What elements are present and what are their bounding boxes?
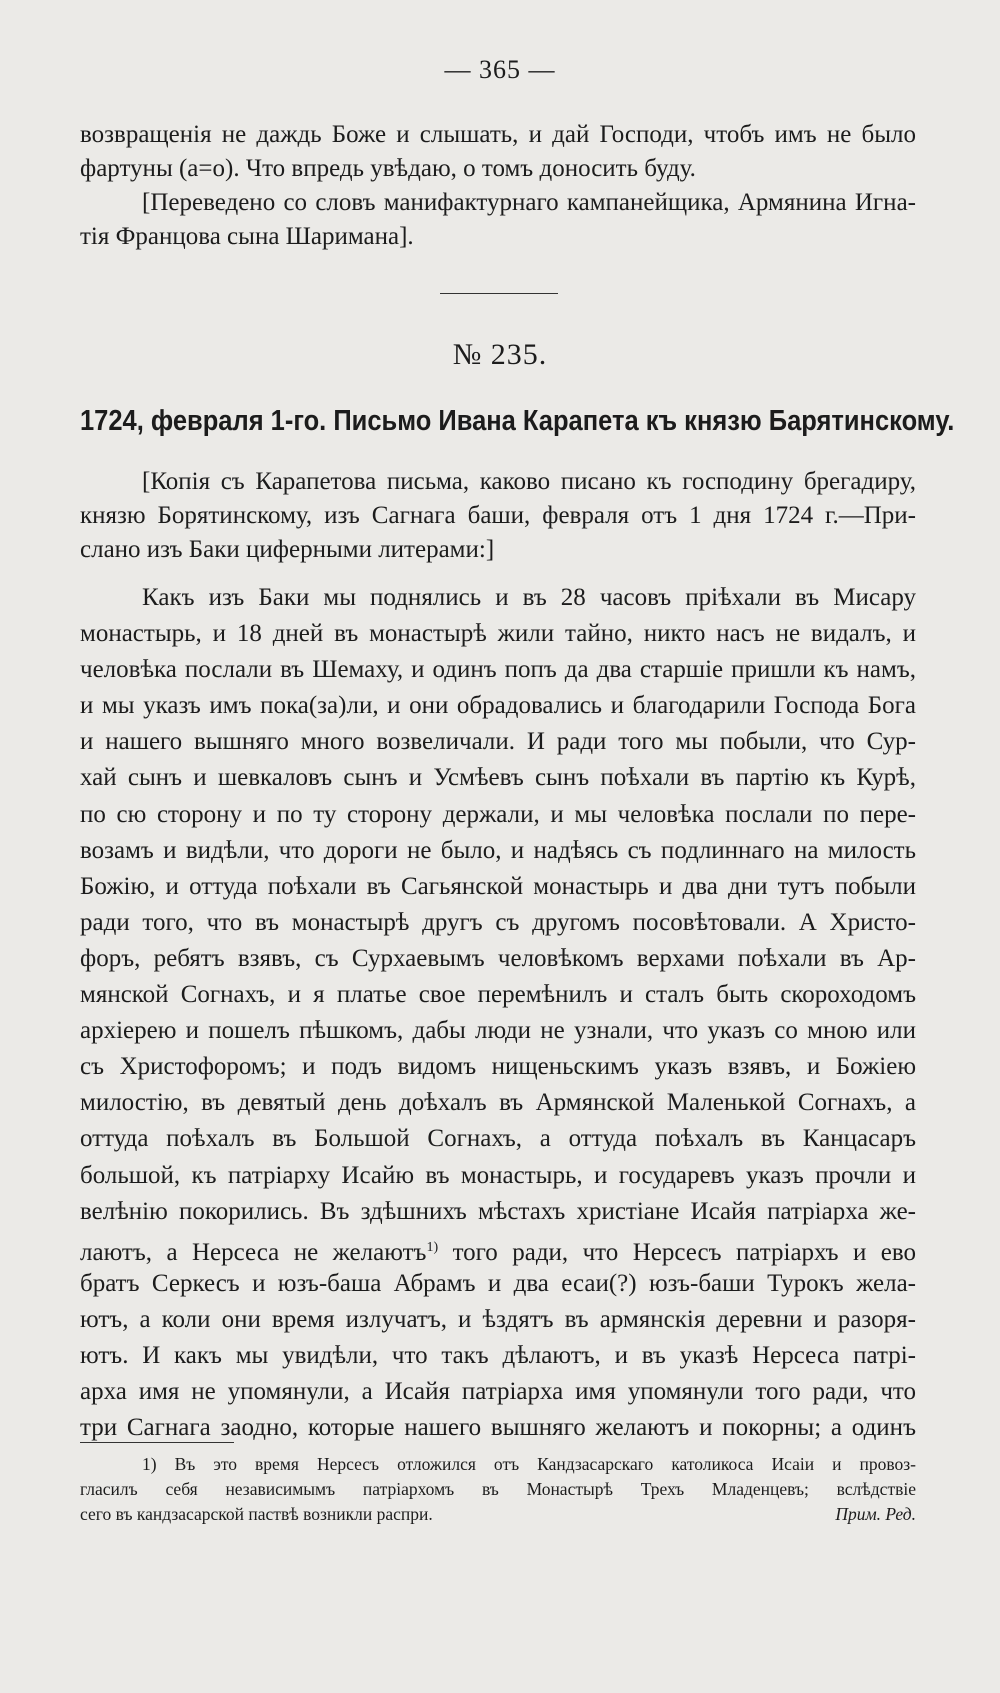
- text-line: велѣнію покорились. Въ здѣшнихъ мѣстахъ христіане Исайя патріарха же-: [80, 1197, 916, 1225]
- document-heading: 1724, февраля 1-го. Письмо Ивана Карапета къ князю Барятинскому.: [80, 405, 955, 437]
- text-segment: лаютъ, а Нерсеса не желаютъ: [80, 1238, 427, 1266]
- text-line: ради того, что въ монастырѣ другъ съ другомъ посовѣтовали. А Христо-: [80, 908, 916, 936]
- footnote-line: [80, 1502, 916, 1527]
- text-line: князю Борятинскому, изъ Сагнага баши, февраля отъ 1 дня 1724 г.—При-: [80, 502, 916, 529]
- preface-text: [80, 465, 916, 567]
- text-line: Божію, и оттуда поѣхали въ Сагьянской монастырь и два дни тутъ побыли: [80, 872, 916, 900]
- text-segment: того ради, что Нерсесъ патріархъ и ево: [452, 1238, 917, 1266]
- footnote-text: сего въ кандзасарской паствѣ возникли распри.: [80, 1504, 433, 1524]
- text-line: монастырь, и 18 дней въ монастырѣ жили тайно, никто насъ не видалъ, и: [80, 620, 916, 648]
- text-line: [Переведено со словъ манифактурнаго кампанейщика, Армянина Игна-: [142, 189, 916, 216]
- text-line: оттуда поѣхалъ въ Большой Согнахъ, а оттуда поѣхалъ въ Канцасаръ: [80, 1125, 916, 1153]
- text-line: по сю сторону и по ту сторону держали, и мы человѣка послали по пере-: [80, 800, 916, 828]
- footnote-line: гласилъ себя независимымъ патріархомъ въ Монастырѣ Трехъ Младенцевъ; вслѣдствіе: [80, 1479, 916, 1499]
- letter-body: [80, 580, 916, 1446]
- document-number: № 235.: [452, 338, 548, 371]
- text-line: ютъ, а коли они время излучатъ, и ѣздятъ въ армянскія деревни и разоря-: [80, 1305, 916, 1333]
- editor-note-signature: Прим. Ред.: [835, 1504, 916, 1524]
- page-number: — 365 —: [444, 55, 556, 84]
- text-line: возамъ и видѣли, что дороги не было, и надѣясь съ подлиннаго на милость: [80, 836, 916, 864]
- text-line: [Копія съ Карапетова письма, каково писано къ господину брегадиру,: [142, 468, 916, 495]
- intro-text: [80, 118, 916, 254]
- section-divider: [440, 293, 558, 294]
- text-line: Какъ изъ Баки мы поднялись и въ 28 часовъ пріѣхали въ Мисару: [142, 584, 916, 611]
- text-line: форъ, ребятъ взявъ, съ Сурхаевымъ человѣкомъ верхами поѣхали въ Ар-: [80, 944, 916, 972]
- footnote-line: 1) Въ это время Нерсесъ отложился отъ Кандзасарскаго католикоса Исаіи и провоз-: [142, 1454, 916, 1474]
- text-line: три Сагнага заодно, которые нашего вышняго желаютъ и покорны; а одинъ: [80, 1414, 916, 1442]
- footnote-mark: 1): [426, 1239, 439, 1255]
- text-line: архіерею и пошелъ пѣшкомъ, дабы люди не узнали, что указъ со мною или: [80, 1017, 916, 1045]
- text-line: слано изъ Баки циферными литерами:]: [80, 536, 495, 563]
- footnote: [80, 1452, 916, 1527]
- text-line: большой, къ патріарху Исайю въ монастырь, и государевъ указъ прочли и: [80, 1161, 916, 1189]
- text-line: братъ Серкесъ и юзъ-баша Абрамъ и два есаи(?) юзъ-баши Турокъ желa-: [80, 1269, 916, 1297]
- text-line: арха имя не упомянули, а Исайя патріарха имя упомянули того ради, что: [80, 1378, 916, 1406]
- text-line: мянской Согнахъ, и я платье свое перемѣнилъ и сталъ быть скороходомъ: [80, 981, 916, 1009]
- text-line: ютъ. И какъ мы увидѣли, что такъ дѣлаютъ, и въ указѣ Нерсеса патрі-: [80, 1341, 916, 1369]
- text-line: человѣка послали въ Шемаху, и одинъ попъ да два старшіе пришли къ намъ,: [80, 656, 916, 684]
- text-line: съ Христофоромъ; и подъ видомъ нищеньскимъ указъ взявъ, и Божіею: [80, 1053, 916, 1081]
- footnote-divider: [80, 1442, 234, 1443]
- text-line: хай сынъ и шевкаловъ сынъ и Усмѣевъ сынъ поѣхали въ партію къ Курѣ,: [80, 764, 916, 792]
- text-line: возвращенія не даждь Боже и слышать, и дай Господи, чтобъ имъ не было: [80, 121, 916, 148]
- text-line: фартуны (а=о). Что впредь увѣдаю, о томъ доносить буду.: [80, 155, 696, 182]
- text-line: тія Францова сына Шаримана].: [80, 223, 414, 250]
- text-line-with-footnote-mark: [80, 1230, 916, 1266]
- text-line: милостію, въ девятый день доѣхалъ въ Армянской Маленькой Согнахъ, а: [80, 1089, 916, 1117]
- text-line: и нашего вышняго много возвеличали. И ради того мы побыли, что Сур-: [80, 728, 916, 756]
- text-line: и мы указъ имъ пока(за)ли, и они обрадовались и благодарили Господа Бога: [80, 692, 916, 720]
